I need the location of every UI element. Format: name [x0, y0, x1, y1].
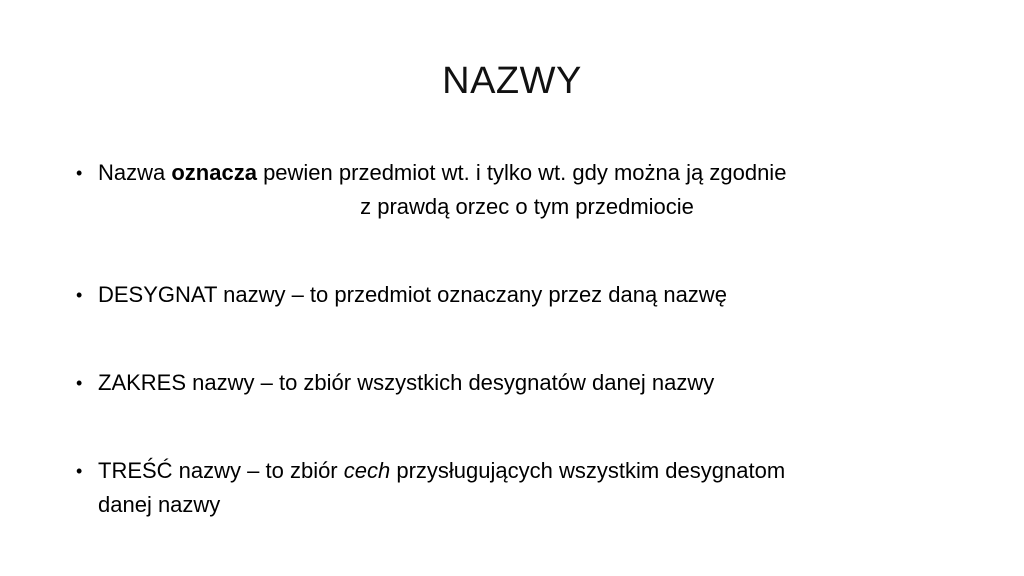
bullet-dot-icon: • — [76, 373, 83, 393]
bullet-text-part: przysługujących wszystkim desygnatom — [390, 458, 786, 483]
bullet-text-continuation: z prawdą orzec o tym przedmiocie — [360, 194, 694, 219]
bullet-item-desygnat — [76, 278, 956, 312]
bullet-text-part: Nazwa — [98, 160, 172, 185]
bullet-dot-icon: • — [76, 163, 83, 183]
bullet-dot-icon: • — [76, 285, 83, 305]
bullet-text-part: pewien przedmiot wt. i tylko wt. gdy można ją zgodnie — [256, 160, 787, 185]
bullet-text: ZAKRES nazwy – to zbiór wszystkich desygnatów danej nazwy — [98, 370, 715, 395]
bullet-list — [76, 156, 956, 522]
bullet-text-italic: cech — [343, 458, 391, 483]
bullet-text-part: TREŚĆ nazwy – to zbiór — [98, 458, 344, 483]
bullet-dot-icon: • — [76, 461, 83, 481]
bullet-text: DESYGNAT nazwy – to przedmiot oznaczany przez daną nazwę — [98, 282, 727, 307]
bullet-text-continuation: danej nazwy — [98, 492, 221, 517]
bullet-text-bold: oznacza — [171, 160, 257, 185]
bullet-item-zakres — [76, 366, 956, 400]
bullet-item-nazwa — [76, 156, 956, 224]
slide-title: NAZWY — [442, 60, 582, 102]
bullet-item-tresc — [76, 454, 956, 522]
